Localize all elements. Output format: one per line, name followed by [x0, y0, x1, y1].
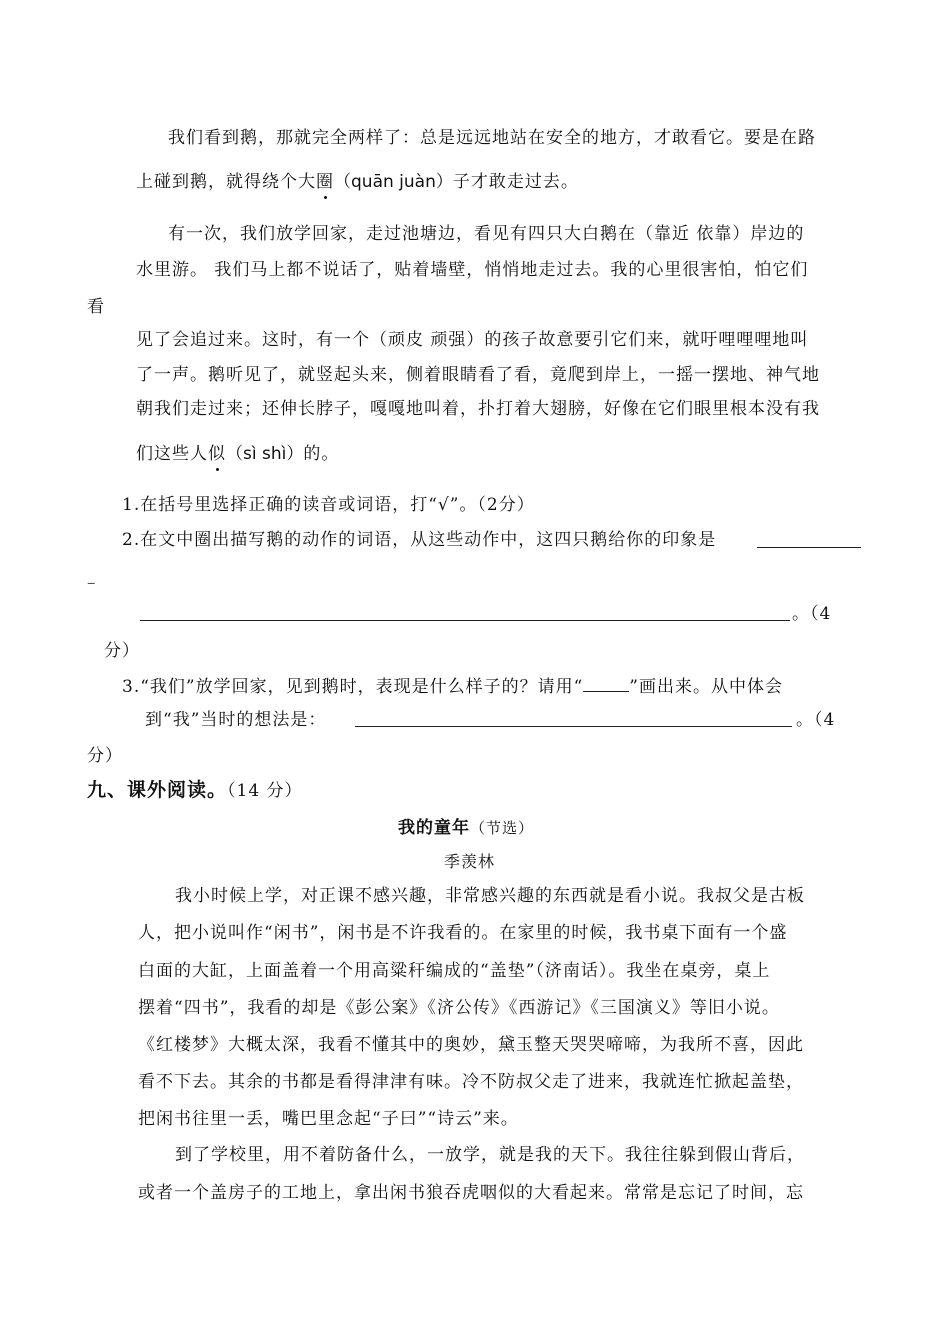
passage-text: 子才敢走过去。 — [452, 172, 579, 192]
question-text: ”画出来。从中体会 — [629, 677, 783, 697]
score-text: 分） — [104, 641, 140, 661]
dash-mark: – — [87, 573, 97, 593]
article-line: 《红楼梦》大概太深，我看不懂其中的奥妙，黛玉整天哭哭啼啼，为我所不喜，因此 — [138, 1035, 804, 1055]
article-line: 摆着“四书”，我看的却是《彭公案》《济公传》《西游记》《三国演义》等旧小说。 — [138, 998, 780, 1018]
passage-line: 水里游。 我们马上都不说话了，贴着墙壁，悄悄地走过去。我的心里很害怕，怕它们 — [136, 260, 809, 280]
article-line: 把闲书往里一丢，嘴巴里念起“子曰”“诗云”来。 — [138, 1109, 519, 1129]
passage-line: 朝我们走过来；还伸长脖子，嘎嘎地叫着，扑打着大翅膀，好像在它们眼里根本没有我 — [136, 399, 820, 419]
question-3 — [122, 676, 783, 698]
passage-text: 的。 — [303, 444, 340, 464]
question-2: 2.在文中圈出描写鹅的动作的词语，从这些动作中，这四只鹅给你的印象是 — [122, 530, 717, 550]
pinyin-choice: （quān juàn） — [334, 172, 453, 192]
score-text: 。（4 — [792, 604, 832, 624]
passage-text: 上碰到鹅，就得绕个大 — [136, 172, 316, 192]
passage-line — [136, 171, 579, 193]
dotted-character: 圈 — [316, 172, 334, 192]
passage-line: 了一声。鹅听见了，就竖起头来，侧着眼睛看了看，竟爬到岸上，一摇一摆地、神气地 — [136, 365, 820, 385]
article-line: 或者一个盖房子的工地上，拿出闲书狼吞虎咽似的大看起来。常常是忘记了时间，忘 — [138, 1183, 804, 1203]
article-line: 看不下去。其余的书都是看得津津有味。冷不防叔父走了进来，我就连忙掀起盖垫， — [138, 1072, 804, 1092]
passage-text: 们这些人 — [136, 444, 208, 464]
passage-line — [136, 443, 339, 465]
score-text: 分） — [87, 746, 123, 766]
article-line: 白面的大缸，上面盖着一个用高粱秆编成的“盖垫”（济南话）。我坐在桌旁，桌上 — [138, 961, 771, 981]
article-title — [398, 817, 534, 839]
article-line: 我小时候上学，对正课不感兴趣，非常感兴趣的东西就是看小说。我叔父是古板 — [175, 886, 805, 906]
answer-blank[interactable] — [757, 547, 861, 548]
passage-line: 有一次，我们放学回家，走过池塘边，看见有四只大白鹅在（靠近 依靠）岸边的 — [168, 224, 805, 244]
pinyin-choice: （sì shì） — [226, 444, 304, 464]
section-score: （14 分） — [227, 781, 303, 801]
question-3-line2: 到“我”当时的想法是： — [145, 710, 327, 730]
answer-line[interactable] — [140, 620, 790, 621]
article-line: 人，把小说叫作“闲书”，闲书是不许我看的。在家里的时候，我书桌下面有一个盛 — [138, 923, 788, 943]
section-heading — [87, 779, 303, 802]
passage-line: 见了会追过来。这时，有一个（顽皮 顽强）的孩子故意要引它们来，就吁哩哩哩地叫 — [136, 330, 809, 350]
passage-line: 我们看到鹅，那就完全两样了：总是远远地站在安全的地方，才敢看它。要是在路 — [168, 128, 816, 148]
dotted-character: 似 — [208, 444, 226, 464]
article-line: 到了学校里，用不着防备什么，一放学，就是我的天下。我往往躲到假山背后， — [175, 1145, 805, 1165]
title-text: 我的童年 — [398, 818, 470, 838]
question-text: 3.“我们”放学回家，见到鹅时，表现是什么样子的？请用“ — [122, 677, 584, 697]
inline-underline-sample — [583, 677, 629, 692]
answer-line[interactable] — [355, 726, 792, 727]
passage-line: 看 — [87, 297, 105, 317]
question-1: 1.在括号里选择正确的读音或词语，打“√”。（2分） — [122, 495, 535, 515]
section-title: 九、课外阅读。 — [87, 779, 228, 801]
title-note: （节选） — [470, 819, 535, 837]
author: 季羡林 — [444, 852, 496, 871]
score-text: 。（4 — [796, 710, 836, 730]
